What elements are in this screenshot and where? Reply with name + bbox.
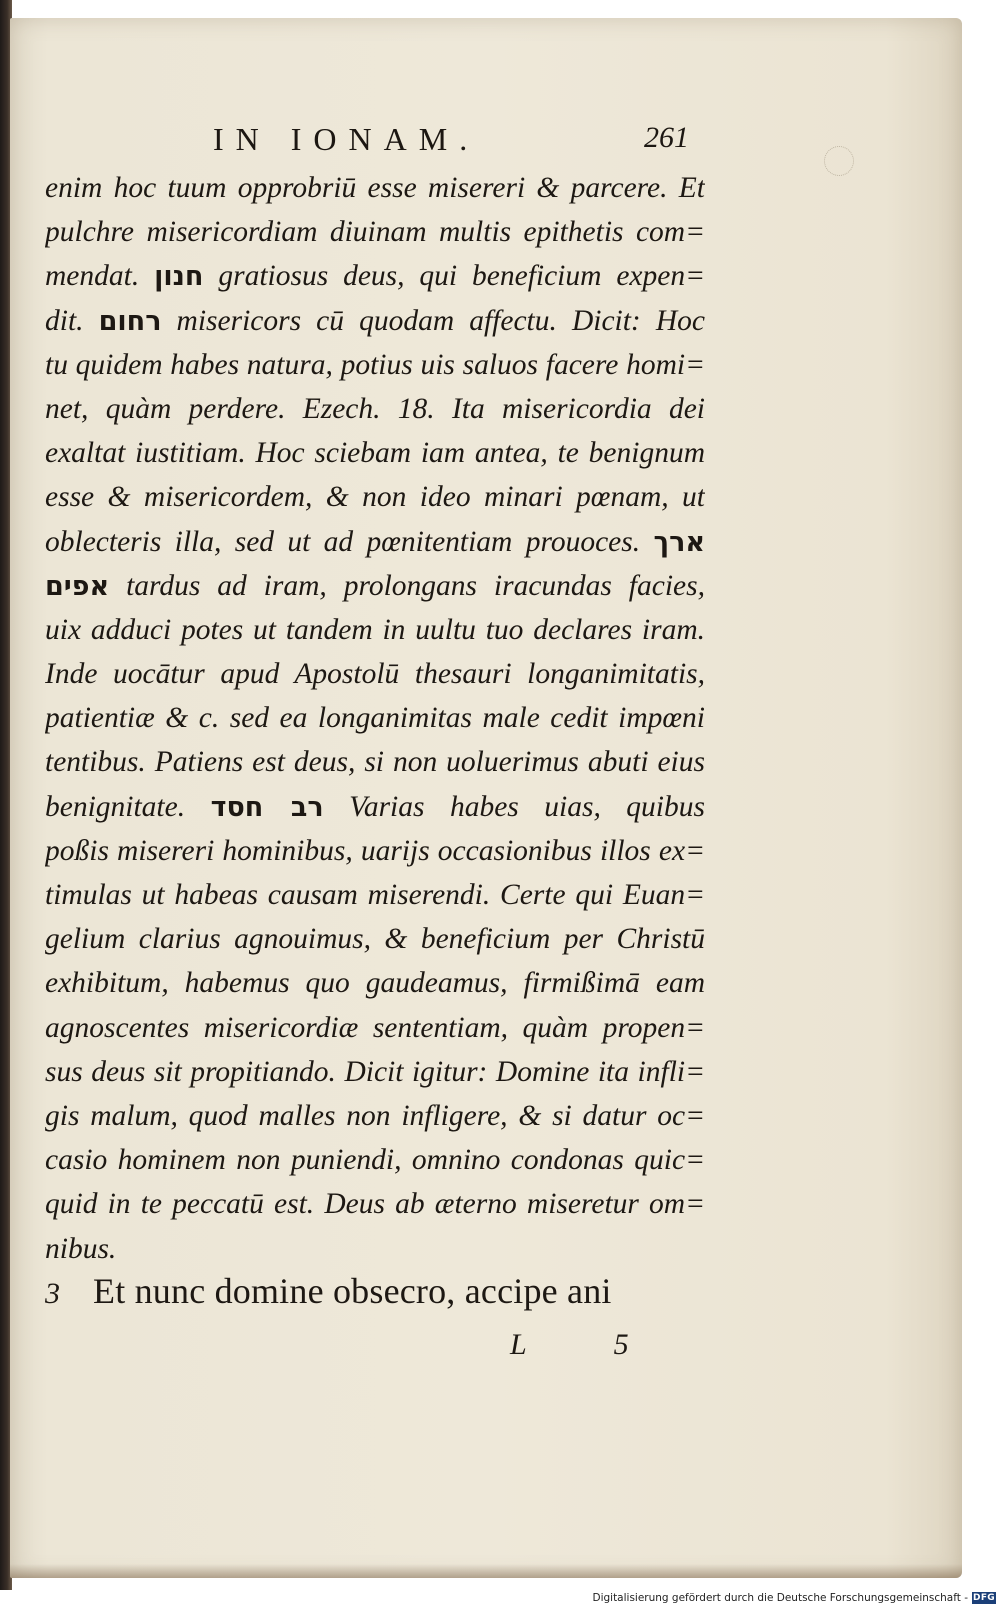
latin-text: gratiosus deus, qui beneficium expen= [203, 260, 705, 293]
latin-text: Varias habes uias, quibus [323, 790, 705, 823]
book-page [10, 18, 962, 1578]
latin-text: esse & misericordem, & non ideo minari pœnam, ut [45, 481, 705, 514]
text-line [45, 961, 705, 1005]
latin-text: gis malum, quod malles non infligere, & si datur oc= [45, 1099, 705, 1132]
latin-text: mendat. [45, 260, 155, 293]
latin-text: gelium clarius agnouimus, & beneficium per Christū [45, 923, 705, 956]
latin-text: casio hominem non puniendi, omnino condonas quic= [45, 1144, 705, 1177]
running-title: IN IONAM. [213, 121, 480, 157]
latin-text: quid in te peccatū est. Deus ab æterno miseretur om= [45, 1188, 705, 1221]
latin-text: tentibus. Patiens est deus, si non uoluerimus abuti eius [45, 746, 705, 779]
text-line [45, 564, 705, 608]
text-line [45, 917, 705, 961]
text-line [45, 1227, 705, 1271]
text-line [45, 1182, 705, 1226]
funding-note: Digitalisierung gefördert durch die Deutsche Forschungsgemeinschaft - [592, 1592, 968, 1604]
latin-text: exaltat iustitiam. Hoc sciebam iam antea, te benignum [45, 437, 705, 470]
hebrew-word: חנון [154, 261, 204, 293]
latin-text: dit. [45, 304, 99, 337]
running-head [10, 121, 962, 161]
latin-text: net, quàm perdere. Ezech. 18. Ita misericordia dei [45, 392, 705, 425]
text-line [45, 299, 705, 343]
latin-text: tu quidem habes natura, potius uis saluos facere homi= [45, 348, 705, 381]
verse-text: Et nunc domine obsecro, accipe ani [93, 1271, 612, 1311]
text-line [45, 1138, 705, 1182]
signature-mark: L 5 [510, 1328, 669, 1361]
text-line [45, 873, 705, 917]
text-line [45, 210, 705, 254]
text-line [45, 1006, 705, 1050]
hebrew-word: אפים [45, 570, 110, 602]
hebrew-word: רב חסד [210, 791, 324, 823]
text-line [45, 343, 705, 387]
latin-text: Inde uocātur apud Apostolū thesauri longanimitatis, [45, 658, 705, 691]
text-line [45, 475, 705, 519]
latin-text: benignitate. [45, 790, 211, 823]
latin-text: misericors cū quodam affectu. Dicit: Hoc [161, 304, 705, 337]
text-line [45, 520, 705, 564]
page-bottom-edge [10, 1564, 962, 1578]
text-line [45, 1094, 705, 1138]
text-line [45, 431, 705, 475]
commentary-text [45, 166, 705, 1271]
text-line [45, 740, 705, 784]
text-line [45, 387, 705, 431]
latin-text: timulas ut habeas causam miserendi. Certe qui Euan= [45, 879, 705, 911]
latin-text: oblecteris illa, sed ut ad pœnitentiam prouoces. [45, 525, 654, 558]
latin-text: pulchre misericordiam diuinam multis epithetis com= [45, 216, 705, 249]
latin-text: agnoscentes misericordiæ sententiam, quàm propen= [45, 1011, 705, 1044]
text-line [45, 696, 705, 740]
latin-text: tardus ad iram, prolongans iracundas facies, [109, 569, 705, 602]
text-line [45, 785, 705, 829]
text-line [45, 1050, 705, 1094]
text-line [45, 608, 705, 652]
latin-text: poßis misereri hominibus, uarijs occasionibus illos ex= [45, 834, 705, 867]
latin-text: patientiæ & c. sed ea longanimitas male cedit impœni [45, 702, 705, 735]
latin-text: nibus. [45, 1232, 117, 1265]
latin-text: exhibitum, habemus quo gaudeamus, firmißimā eam [45, 967, 705, 1000]
text-line [45, 829, 705, 873]
verse-line [45, 1270, 705, 1318]
page-number: 261 [644, 121, 689, 154]
latin-text: sus deus sit propitiando. Dicit igitur: Domine ita infli= [45, 1055, 705, 1088]
hebrew-word: ארך [653, 526, 705, 558]
latin-text: uix adduci potes ut tandem in uultu tuo declares iram. [45, 613, 705, 646]
verse-number: 3 [45, 1277, 60, 1310]
text-line [45, 254, 705, 298]
text-line [45, 166, 705, 210]
hebrew-word: רחום [98, 305, 162, 337]
dfg-logo: DFG [973, 1593, 995, 1603]
latin-text: enim hoc tuum opprobriū esse misereri & parcere. Et [45, 172, 705, 204]
text-line [45, 652, 705, 696]
